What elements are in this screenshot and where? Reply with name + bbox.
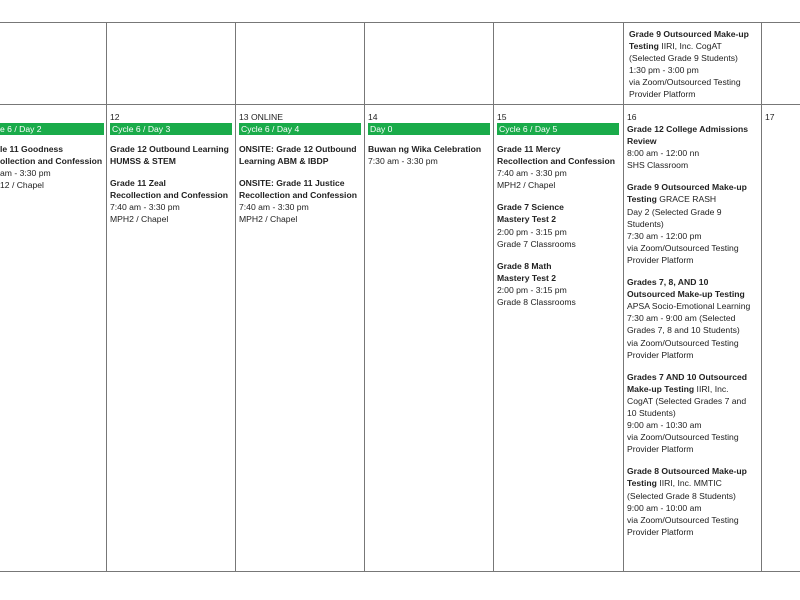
event-title: Grades 7 AND 10 Outsourced bbox=[627, 371, 748, 382]
event-title: Testing bbox=[627, 478, 657, 489]
event-title: Buwan ng Wika Celebration bbox=[368, 144, 482, 154]
day-cell bbox=[497, 111, 619, 569]
event-detail: 2:00 pm - 3:15 pm bbox=[497, 226, 567, 237]
event-detail: (Selected Grade 9 Students) bbox=[629, 53, 738, 64]
event-title: ollection and Confession bbox=[0, 156, 103, 167]
day-cell bbox=[627, 111, 757, 569]
event-title: Grade 12 College Admissions bbox=[627, 124, 748, 134]
event-detail: via Zoom/Outsourced Testing bbox=[627, 514, 739, 525]
event-detail: MPH2 / Chapel bbox=[110, 214, 169, 225]
event-detail: Provider Platform bbox=[627, 444, 694, 455]
event-provider: IIRI, Inc. CogAT bbox=[658, 41, 722, 52]
event-detail: 9:00 am - 10:30 am bbox=[627, 420, 702, 431]
event-detail: Day 2 (Selected Grade 9 bbox=[627, 206, 722, 217]
day-number: 17 bbox=[765, 112, 775, 122]
event-detail: Provider Platform bbox=[627, 349, 694, 360]
event-title: Grade 12 Outbound Learning bbox=[110, 144, 229, 154]
calendar-event bbox=[0, 143, 104, 191]
event-detail: 7:30 am - 3:30 pm bbox=[368, 156, 438, 167]
grid-line-middle bbox=[0, 104, 800, 105]
calendar-event bbox=[627, 276, 757, 361]
calendar-event bbox=[497, 260, 619, 308]
event-detail: am - 3:30 pm bbox=[0, 168, 51, 179]
event-title: Testing bbox=[627, 194, 657, 205]
event-detail: Provider Platform bbox=[627, 526, 694, 537]
grid-col-divider bbox=[235, 22, 236, 572]
event-detail: 7:40 am - 3:30 pm bbox=[239, 202, 309, 213]
event-detail: Students) bbox=[627, 218, 664, 229]
day-number: 13 ONLINE bbox=[239, 112, 283, 122]
calendar-event bbox=[239, 177, 361, 225]
event-detail: 12 / Chapel bbox=[0, 180, 44, 191]
event-title: Grades 7, 8, AND 10 bbox=[627, 277, 709, 288]
event-title: le 11 Goodness bbox=[0, 144, 64, 154]
grid-line-top bbox=[0, 22, 800, 23]
cycle-badge: Day 0 bbox=[368, 123, 490, 135]
event-detail: CogAT (Selected Grades 7 and bbox=[627, 395, 747, 406]
grid-line-bottom bbox=[0, 571, 800, 572]
event-detail: 7:30 am - 9:00 am (Selected bbox=[627, 313, 736, 324]
event-provider: IIRI, Inc. bbox=[694, 383, 729, 394]
calendar-event bbox=[627, 181, 757, 266]
event-detail: via Zoom/Outsourced Testing bbox=[627, 242, 739, 253]
event-detail: 2:00 pm - 3:15 pm bbox=[497, 284, 567, 295]
event-title: Grade 11 Mercy bbox=[497, 144, 561, 154]
day-cell bbox=[765, 111, 800, 569]
calendar-event bbox=[627, 465, 757, 538]
calendar-event bbox=[110, 143, 232, 167]
event-detail: MPH2 / Chapel bbox=[497, 180, 556, 191]
grid-col-divider bbox=[761, 22, 762, 572]
event-title: Grade 9 Outsourced Make-up bbox=[627, 182, 747, 193]
grid-col-divider bbox=[493, 22, 494, 572]
event-title: Grade 7 Science bbox=[497, 202, 564, 213]
event-title: Testing bbox=[629, 41, 659, 52]
event-detail: 7:40 am - 3:30 pm bbox=[110, 202, 180, 213]
event-detail: via Zoom/Outsourced Testing bbox=[629, 77, 741, 88]
event-detail: Grades 7, 8 and 10 Students) bbox=[627, 325, 740, 336]
event-title: Grade 8 Math bbox=[497, 260, 552, 271]
day-cell bbox=[0, 111, 104, 569]
event-title: Mastery Test 2 bbox=[497, 272, 557, 283]
event-title: Learning ABM & IBDP bbox=[239, 156, 329, 167]
event-detail: 7:40 am - 3:30 pm bbox=[497, 168, 567, 179]
event-provider: GRACE RASH bbox=[656, 194, 717, 205]
grid-col-divider bbox=[106, 22, 107, 572]
event-detail: 9:00 am - 10:00 am bbox=[627, 502, 702, 513]
event-detail: via Zoom/Outsourced Testing bbox=[627, 432, 739, 443]
day-cell bbox=[368, 111, 490, 569]
cycle-badge: e 6 / Day 2 bbox=[0, 123, 104, 135]
calendar-event bbox=[497, 201, 619, 249]
event-provider: IIRI, Inc. MMTIC bbox=[656, 478, 722, 489]
event-detail: via Zoom/Outsourced Testing bbox=[627, 337, 739, 348]
event-title: ONSITE: Grade 11 Justice bbox=[239, 178, 345, 189]
event-detail: (Selected Grade 8 Students) bbox=[627, 490, 736, 501]
event-detail: MPH2 / Chapel bbox=[239, 214, 298, 225]
day-number: 16 bbox=[627, 112, 637, 122]
event-title: Recollection and Confession bbox=[110, 190, 228, 201]
day-cell bbox=[110, 111, 232, 569]
calendar-event bbox=[497, 143, 619, 191]
day-number: 14 bbox=[368, 112, 378, 122]
prev-week-event bbox=[629, 28, 759, 101]
day-number: 15 bbox=[497, 112, 507, 122]
calendar-event bbox=[368, 143, 490, 167]
event-title: Make-up Testing bbox=[627, 383, 695, 394]
cycle-badge: Cycle 6 / Day 4 bbox=[239, 123, 361, 135]
event-title: ONSITE: Grade 12 Outbound bbox=[239, 144, 357, 154]
event-title: Grade 9 Outsourced Make-up bbox=[629, 29, 749, 39]
event-title: Recollection and Confession bbox=[239, 190, 357, 201]
grid-col-divider bbox=[623, 22, 624, 572]
event-detail: 1:30 pm - 3:00 pm bbox=[629, 65, 699, 76]
event-detail: Grade 8 Classrooms bbox=[497, 297, 576, 308]
event-title: Mastery Test 2 bbox=[497, 214, 557, 225]
calendar-event bbox=[627, 371, 757, 456]
calendar-event bbox=[627, 123, 757, 171]
cycle-badge: Cycle 6 / Day 5 bbox=[497, 123, 619, 135]
event-title: Outsourced Make-up Testing bbox=[627, 289, 745, 300]
event-detail: Provider Platform bbox=[629, 89, 696, 100]
day-cell bbox=[239, 111, 361, 569]
event-detail: 8:00 am - 12:00 nn bbox=[627, 148, 700, 159]
event-detail: SHS Classroom bbox=[627, 160, 689, 171]
calendar-event bbox=[110, 177, 232, 225]
event-title: Recollection and Confession bbox=[497, 156, 615, 167]
event-detail: APSA Socio-Emotional Learning bbox=[627, 301, 751, 312]
event-title: Grade 8 Outsourced Make-up bbox=[627, 466, 747, 477]
event-detail: Grade 7 Classrooms bbox=[497, 238, 576, 249]
cycle-badge: Cycle 6 / Day 3 bbox=[110, 123, 232, 135]
event-detail: 7:30 am - 12:00 pm bbox=[627, 230, 702, 241]
event-detail: 10 Students) bbox=[627, 407, 676, 418]
day-number: 12 bbox=[110, 112, 120, 122]
grid-col-divider bbox=[364, 22, 365, 572]
event-title: HUMSS & STEM bbox=[110, 156, 176, 167]
event-title: Grade 11 Zeal bbox=[110, 178, 166, 189]
event-detail: Provider Platform bbox=[627, 254, 694, 265]
event-title: Review bbox=[627, 136, 657, 147]
calendar-event bbox=[239, 143, 361, 167]
